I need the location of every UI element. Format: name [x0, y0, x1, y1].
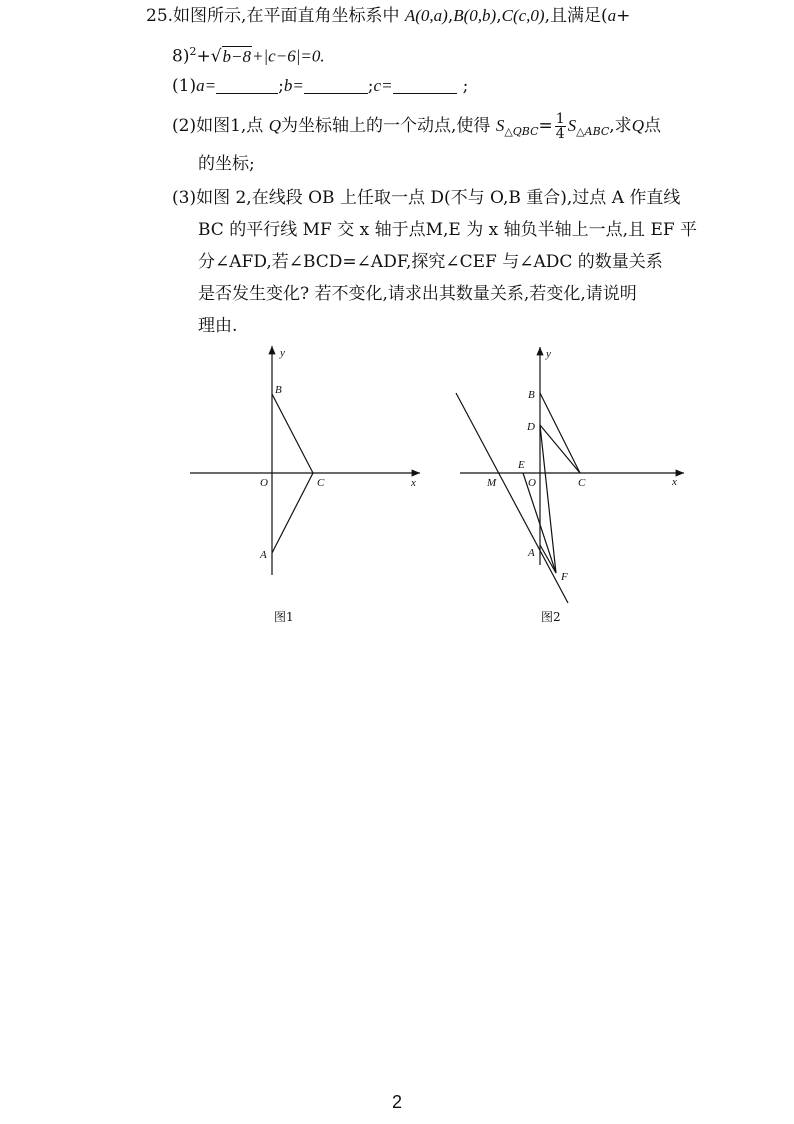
fig1-segment-bc [272, 394, 313, 473]
cond-a: a [607, 6, 617, 25]
part2-q: Q [268, 116, 281, 135]
part1-semi-1: ; [278, 76, 284, 96]
figure-1-caption: 图1 [274, 610, 294, 624]
fig1-label-b: B [275, 384, 282, 396]
fig2-label-x: x [672, 476, 677, 488]
fig1-label-x: x [411, 477, 416, 489]
part3-line-4: 是否发生变化? 若不变化,请求出其数量关系,若变化,请说明 [198, 284, 637, 304]
part1-semi-3: ; [462, 76, 469, 96]
fig1-label-o: O [260, 477, 268, 489]
stem-text-b: 且满足( [549, 6, 608, 26]
part2-text2: ,求 [609, 116, 632, 136]
fig2-segment-df [540, 425, 556, 573]
point-c-coord: C(c,0) [501, 6, 545, 25]
figure-2-caption: 图2 [541, 610, 561, 624]
part2-prefix: (2)如图1,点 [172, 116, 264, 136]
part1-a-label: a= [196, 76, 217, 95]
fig1-label-a: A [260, 549, 267, 561]
cond-plus: + [616, 6, 631, 26]
fig2-label-f: F [561, 571, 568, 583]
cond-plus-2: + [196, 46, 211, 67]
question-number: 25. [146, 6, 174, 26]
part1-semi-2: ; [367, 76, 374, 96]
part2-text3: 点 [643, 116, 661, 136]
part1-prefix: (1) [172, 76, 197, 96]
part2-line2-text: 的坐标; [198, 154, 255, 174]
part3-line-5: 理由. [198, 316, 238, 336]
stem-text: 如图所示,在平面直角坐标系中 [173, 6, 400, 26]
question-line-1: 25.如图所示,在平面直角坐标系中 A(0,a),B(0,b),C(c,0),且满足(a+ [146, 6, 631, 26]
fig2-line-mf [456, 393, 568, 603]
fig2-label-b: B [528, 389, 535, 401]
area-sub-abc: △ABC [576, 125, 610, 138]
point-b-coord: B(0,b) [453, 6, 497, 25]
page-number: 2 [391, 1092, 402, 1112]
area-symbol-1: S [495, 116, 505, 135]
fig1-label-c: C [317, 477, 325, 489]
fig2-label-m: M [487, 477, 497, 489]
cond-sqrt: b−8 [222, 46, 252, 66]
fig2-label-d: D [527, 421, 535, 433]
cond-rest: +|c−6|=0. [252, 46, 325, 66]
area-symbol-2: S [567, 116, 577, 135]
fraction-denominator: 4 [555, 126, 565, 142]
part3-line-1: (3)如图 2,在线段 OB 上任取一点 D(不与 O,B 重合),过点 A 作直线 [172, 188, 681, 208]
part2-q-2: Q [631, 116, 644, 135]
cond-square: 2 [189, 45, 197, 58]
fig1-segment-ca [272, 473, 313, 553]
fig2-label-o: O [528, 477, 536, 489]
part1-b-label: b= [283, 76, 304, 95]
fraction-numerator: 1 [555, 111, 565, 127]
point-a-coord: A(0,a) [404, 6, 448, 25]
part2-eq: = [538, 116, 553, 136]
part1-c-label: c= [373, 76, 393, 95]
part3-line-2: BC 的平行线 MF 交 x 轴于点M,E 为 x 轴负半轴上一点,且 EF 平 [198, 220, 698, 240]
part3-line-3: 分∠AFD,若∠BCD=∠ADF,探究∠CEF 与∠ADC 的数量关系 [198, 252, 663, 272]
area-sub-qbc: △QBC [504, 125, 539, 138]
fig1-label-y: y [280, 347, 285, 359]
cond-eight: 8) [172, 46, 190, 67]
fig2-label-e: E [518, 459, 525, 471]
question-line-2: 8)$^2$+√b−8+|c−6|=0. [172, 45, 325, 67]
part2-text1: 为坐标轴上的一个动点,使得 [281, 116, 491, 136]
fig2-label-a: A [528, 547, 535, 559]
fig2-label-c: C [578, 477, 586, 489]
fig2-label-y: y [546, 348, 551, 360]
